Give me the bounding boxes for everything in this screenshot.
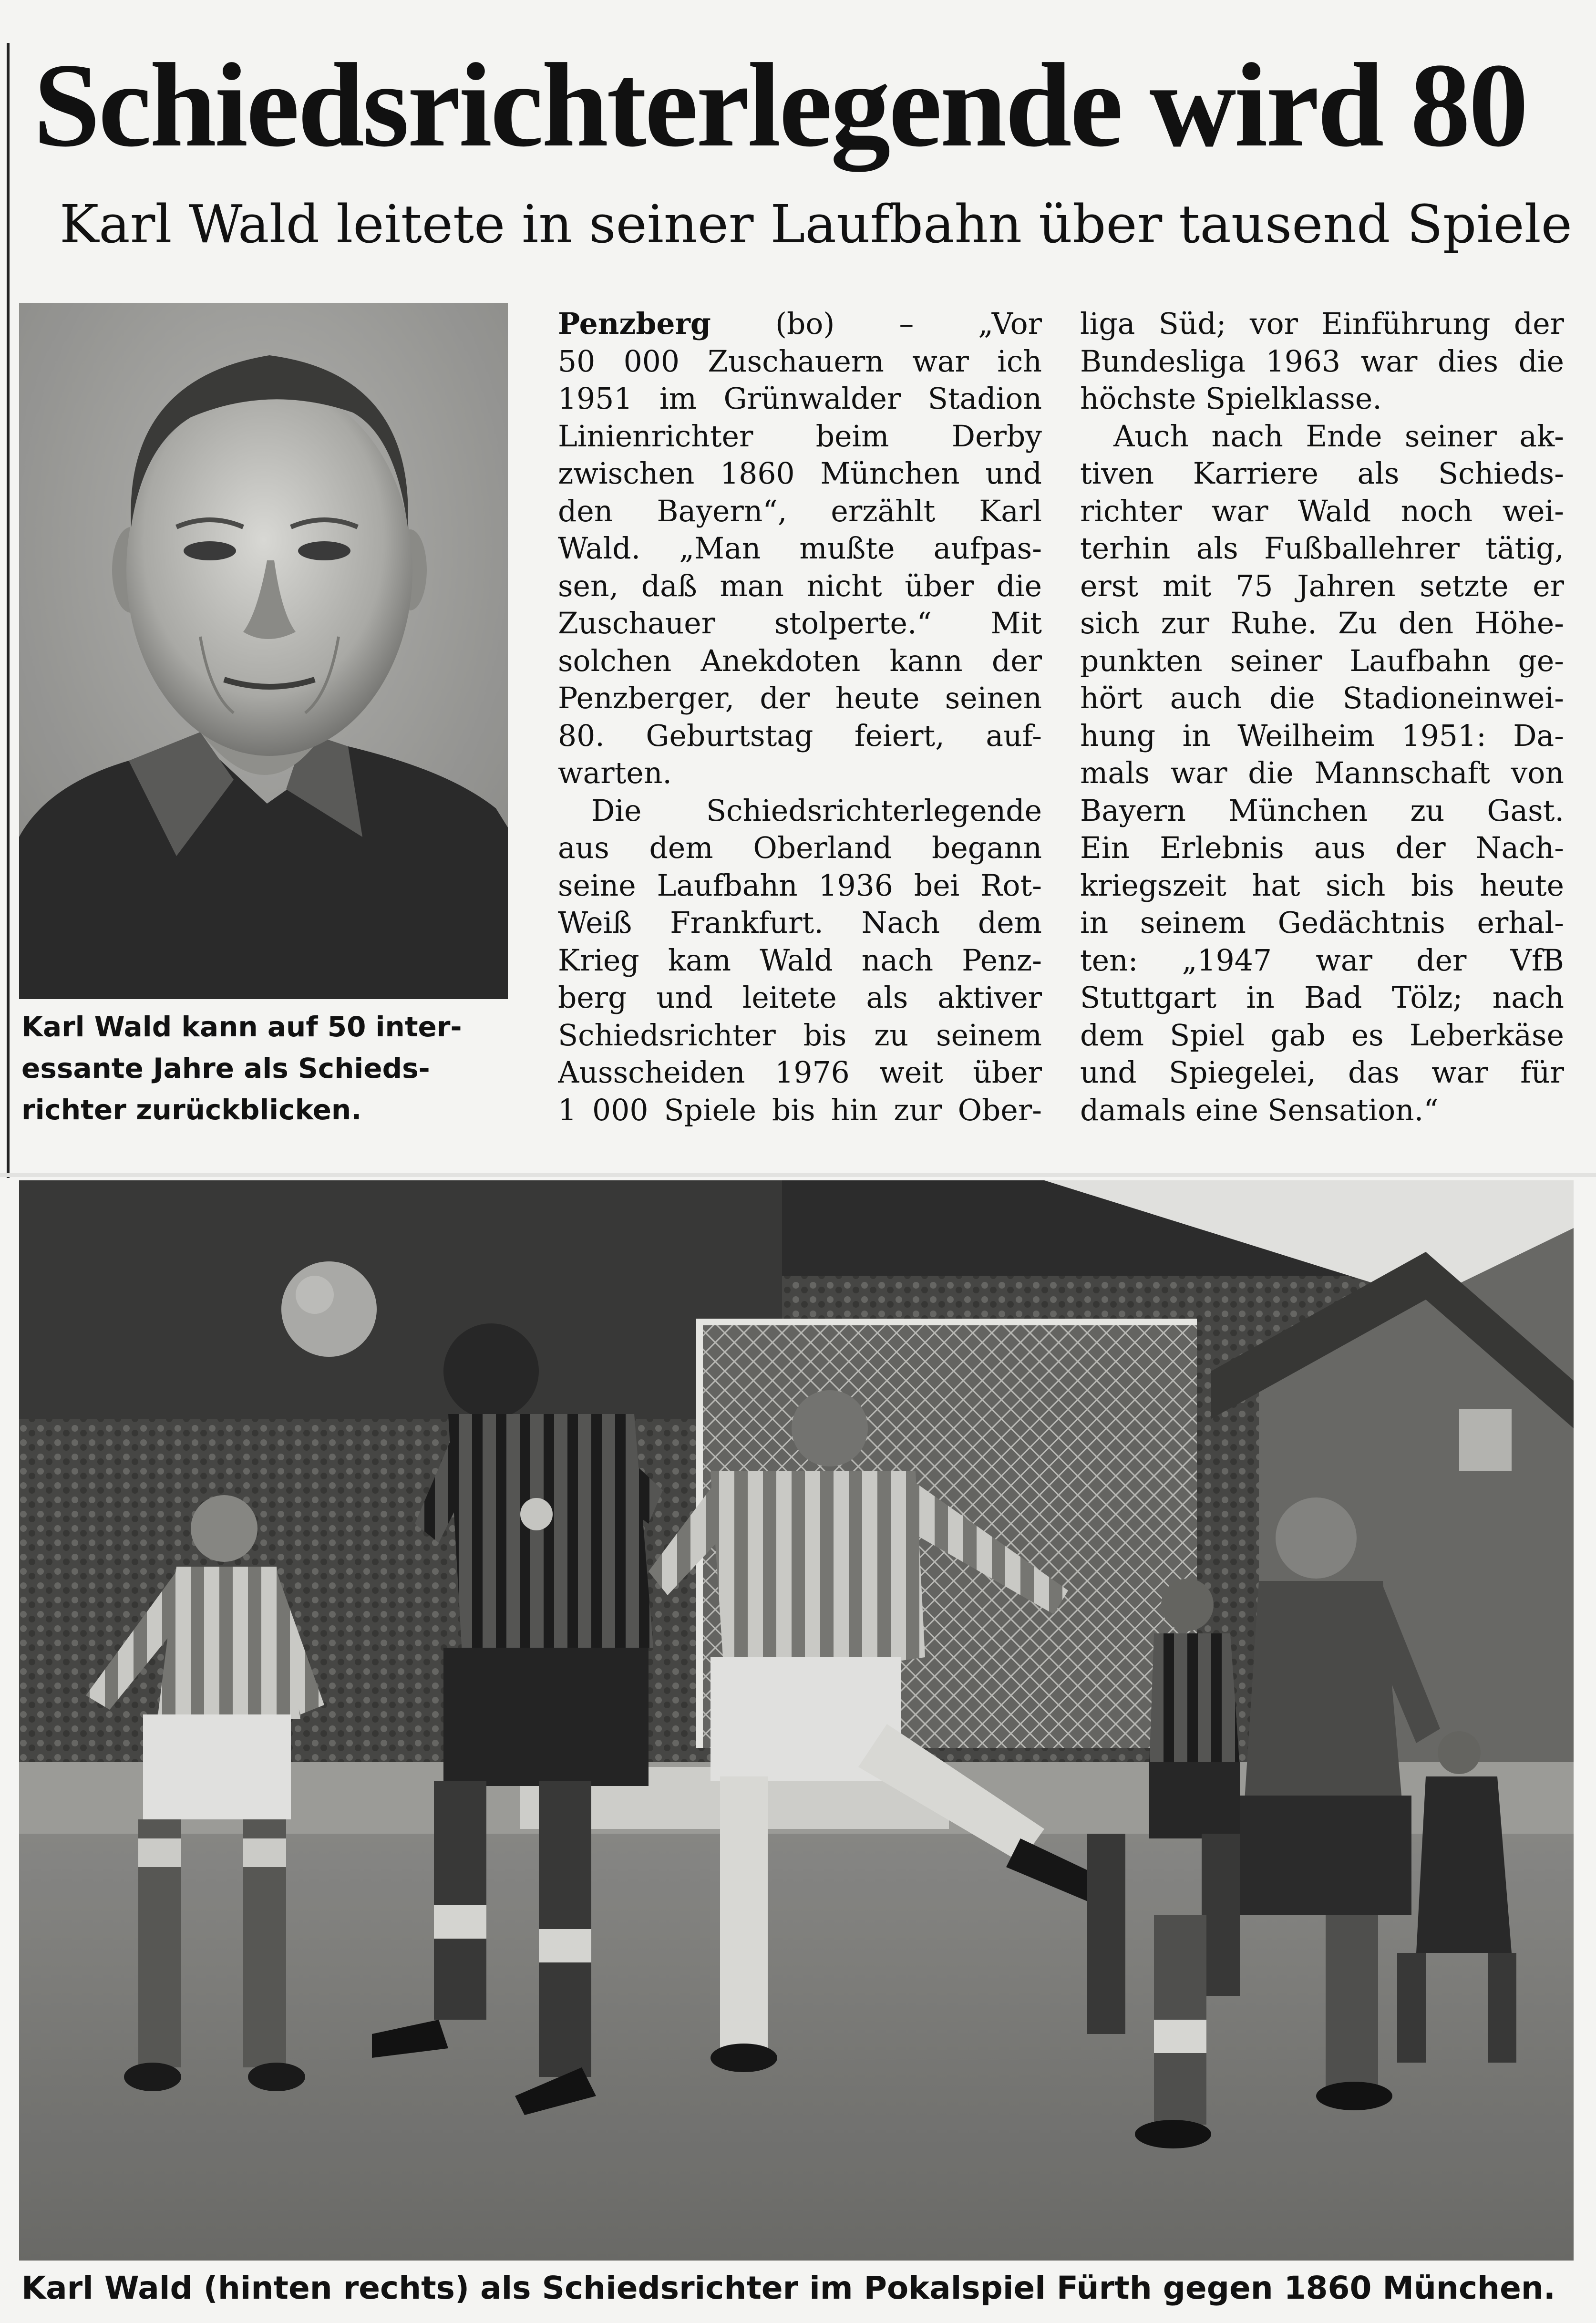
article-line: in seinem Gedächtnis erhal- <box>1080 906 1564 940</box>
article-line: 1 000 Spiele bis hin zur Ober- <box>558 1093 1042 1127</box>
article-line: Wald. „Man mußte aufpas- <box>558 531 1042 566</box>
article-line: Linienrichter beim Derby <box>558 419 1042 454</box>
article-line: dem Spiel gab es Leberkäse <box>1080 1018 1564 1053</box>
paper-fold <box>0 1173 1596 1177</box>
dateline: Penzberg <box>558 306 711 341</box>
article-line: 1951 im Grünwalder Stadion <box>558 382 1042 416</box>
article-line: tiven Karriere als Schieds- <box>1080 456 1564 491</box>
portrait-caption <box>21 1006 513 1135</box>
article-line: Schiedsrichter bis zu seinem <box>558 1018 1042 1053</box>
article-line: berg und leitete als aktiver <box>558 981 1042 1015</box>
article-line: sich zur Ruhe. Zu den Höhe- <box>1080 606 1564 640</box>
article-line: Bayern München zu Gast. <box>1080 793 1564 828</box>
portrait-caption-line: richter zurückblicken. <box>21 1094 362 1126</box>
article-line: Bundesliga 1963 war dies die <box>1080 344 1564 379</box>
article-line-text: (bo) – „Vor <box>775 307 1042 341</box>
article-column-1 <box>558 305 1042 1135</box>
article-line: 80. Geburtstag feiert, auf- <box>558 718 1042 753</box>
subheadline: Karl Wald leitete in seiner Laufbahn über tausend Spiele <box>60 194 1572 255</box>
article-line: Die Schiedsrichterlegende <box>591 793 1042 828</box>
article-line: und Spiegelei, das war für <box>1080 1055 1564 1090</box>
article-line: Ausscheiden 1976 weit über <box>558 1055 1042 1090</box>
match-photo <box>19 1180 1574 2261</box>
article-line: hung in Weilheim 1951: Da- <box>1080 718 1564 753</box>
article-line: Zuschauer stolperte.“ Mit <box>558 606 1042 640</box>
article-line: Penzberger, der heute seinen <box>558 681 1042 715</box>
article-line: erst mit 75 Jahren setzte er <box>1080 568 1564 603</box>
article-column-2 <box>1080 305 1564 1135</box>
article-line: seine Laufbahn 1936 bei Rot- <box>558 868 1042 903</box>
article-line: höchste Spielklasse. <box>1080 382 1382 416</box>
article-line: mals war die Mannschaft von <box>1080 756 1564 790</box>
article-line: solchen Anekdoten kann der <box>558 643 1042 678</box>
article-line: richter war Wald noch wei- <box>1080 494 1564 528</box>
article-line: punkten seiner Laufbahn ge- <box>1080 643 1564 678</box>
article-line: aus dem Oberland begann <box>558 831 1042 865</box>
article-line: damals eine Sensation.“ <box>1080 1093 1439 1127</box>
article-line: ten: „1947 war der VfB <box>1080 943 1564 978</box>
article-line: warten. <box>558 756 672 790</box>
article-line <box>558 305 1042 343</box>
article-line: sen, daß man nicht über die <box>558 568 1042 603</box>
article-line: 50 000 Zuschauern war ich <box>558 344 1042 379</box>
article-line: Ein Erlebnis aus der Nach- <box>1080 831 1564 865</box>
portrait-caption-line: Karl Wald kann auf 50 inter- <box>21 1011 462 1043</box>
portrait-photo <box>19 303 508 999</box>
article-line: den Bayern“, erzählt Karl <box>558 494 1042 528</box>
match-photo-caption: Karl Wald (hinten rechts) als Schiedsrichter im Pokalspiel Fürth gegen 1860 München. <box>21 2270 1555 2306</box>
headline: Schiedsrichterlegende wird 80 <box>33 38 1527 172</box>
article-line: terhin als Fußballehrer tätig, <box>1080 531 1564 566</box>
article-line: kriegszeit hat sich bis heute <box>1080 868 1564 903</box>
article-line: liga Süd; vor Einführung der <box>1080 307 1564 341</box>
article-line: zwischen 1860 München und <box>558 456 1042 491</box>
article-line: hört auch die Stadioneinwei- <box>1080 681 1564 715</box>
article-line: Krieg kam Wald nach Penz- <box>558 943 1042 978</box>
article-line: Auch nach Ende seiner ak- <box>1113 419 1564 454</box>
article-line: Stuttgart in Bad Tölz; nach <box>1080 981 1564 1015</box>
page-edge-line <box>7 43 10 1178</box>
portrait-caption-line: essante Jahre als Schieds- <box>21 1052 430 1084</box>
article-line: Weiß Frankfurt. Nach dem <box>558 906 1042 940</box>
